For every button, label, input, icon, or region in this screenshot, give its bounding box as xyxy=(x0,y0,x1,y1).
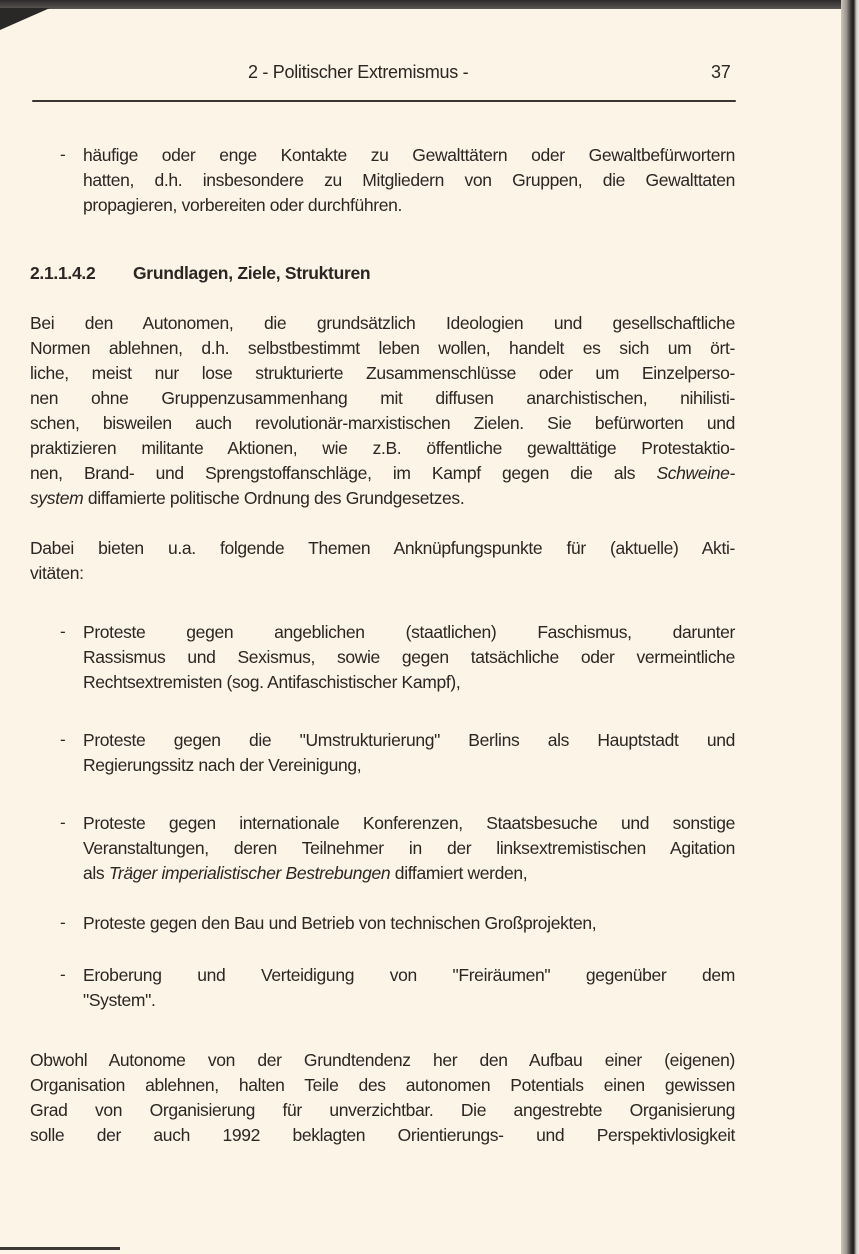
paragraph-line: praktizieren militante Aktionen, wie z.B. öffentliche gewalttätige Protestaktio- xyxy=(30,438,735,458)
bullet-text-line: "System". xyxy=(83,990,156,1010)
paragraph-line: nen ohne Gruppenzusammenhang mit diffusen anarchistischen, nihilisti- xyxy=(30,388,735,408)
section-number: 2.1.1.4.2 xyxy=(30,263,96,283)
book-page-edges xyxy=(841,0,859,1254)
paragraph-line: Dabei bieten u.a. folgende Themen Anknüpfungspunkte für (aktuelle) Akti- xyxy=(30,538,735,558)
header-rule xyxy=(32,100,736,102)
bullet-marker: - xyxy=(60,913,66,932)
bullet-text-line: Proteste gegen angeblichen (staatlichen) Faschismus, darunter xyxy=(83,622,735,642)
bullet-text-line: hatten, d.h. insbesondere zu Mitgliedern von Gruppen, die Gewalttaten xyxy=(83,170,735,190)
text-segment: nen, Brand- und Sprengstoffanschläge, im Kampf gegen die als xyxy=(30,463,657,483)
paragraph-line xyxy=(30,486,735,510)
bullet-marker: - xyxy=(60,813,66,832)
emphasized-text: Schweine- xyxy=(656,463,735,483)
paragraph-line xyxy=(30,461,735,485)
scan-border-top xyxy=(0,0,845,9)
emphasized-text: system xyxy=(30,488,84,508)
bullet-text-line: häufige oder enge Kontakte zu Gewalttätern oder Gewaltbefürwortern xyxy=(83,145,735,165)
chapter-title: 2 - Politischer Extremismus - xyxy=(248,62,469,82)
bullet-marker: - xyxy=(60,622,66,641)
bullet-text-line: Proteste gegen die "Umstrukturierung" Berlins als Hauptstadt und xyxy=(83,730,735,750)
bullet-text-line: Regierungssitz nach der Vereinigung, xyxy=(83,755,362,775)
page-number: 37 xyxy=(711,62,731,82)
bullet-text-line: Proteste gegen den Bau und Betrieb von technischen Großprojekten, xyxy=(83,913,597,933)
text-segment: diffamierte politische Ordnung des Grundgesetzes. xyxy=(83,488,465,508)
paragraph-line: liche, meist nur lose strukturierte Zusammenschlüsse oder um Einzelperso- xyxy=(30,363,735,383)
bullet-text-line: Eroberung und Verteidigung von "Freiräumen" gegenüber dem xyxy=(83,965,735,985)
paragraph-line: Obwohl Autonome von der Grundtendenz her den Aufbau einer (eigenen) xyxy=(30,1050,735,1070)
paragraph-line: Organisation ablehnen, halten Teile des autonomen Potentials einen gewissen xyxy=(30,1075,735,1095)
bullet-text-line: Rechtsextremisten (sog. Antifaschistischer Kampf), xyxy=(83,672,461,692)
bullet-text-line: Veranstaltungen, deren Teilnehmer in der linksextremistischen Agitation xyxy=(83,838,735,858)
emphasized-text: Träger imperialistischer Bestrebungen xyxy=(108,863,391,883)
section-heading xyxy=(30,261,370,285)
section-title: Grundlagen, Ziele, Strukturen xyxy=(133,263,371,283)
paragraph-line: schen, bisweilen auch revolutionär-marxistischen Zielen. Sie befürworten und xyxy=(30,413,735,433)
scan-border-bottom xyxy=(0,1247,120,1250)
paragraph-line: Normen ablehnen, d.h. selbstbestimmt leben wollen, handelt es sich um ört- xyxy=(30,338,735,358)
bullet-text-line: Rassismus und Sexismus, sowie gegen tatsächliche oder vermeintliche xyxy=(83,647,735,667)
paragraph-line: Bei den Autonomen, die grundsätzlich Ideologien und gesellschaftliche xyxy=(30,313,735,333)
bullet-text-line: propagieren, vorbereiten oder durchführen. xyxy=(83,195,402,215)
text-segment: diffamiert werden, xyxy=(390,863,528,883)
text-segment: als xyxy=(83,863,109,883)
paragraph-line: solle der auch 1992 beklagten Orientierungs- und Perspektivlosigkeit xyxy=(30,1125,735,1145)
bullet-text-line: Proteste gegen internationale Konferenzen, Staatsbesuche und sonstige xyxy=(83,813,735,833)
bullet-marker: - xyxy=(60,145,66,164)
bullet-marker: - xyxy=(60,730,66,749)
paragraph-line: vitäten: xyxy=(30,563,84,583)
scan-border-corner xyxy=(0,8,50,30)
bullet-text-line xyxy=(83,861,735,885)
bullet-marker: - xyxy=(60,965,66,984)
paragraph-line: Grad von Organisierung für unverzichtbar. Die angestrebte Organisierung xyxy=(30,1100,735,1120)
